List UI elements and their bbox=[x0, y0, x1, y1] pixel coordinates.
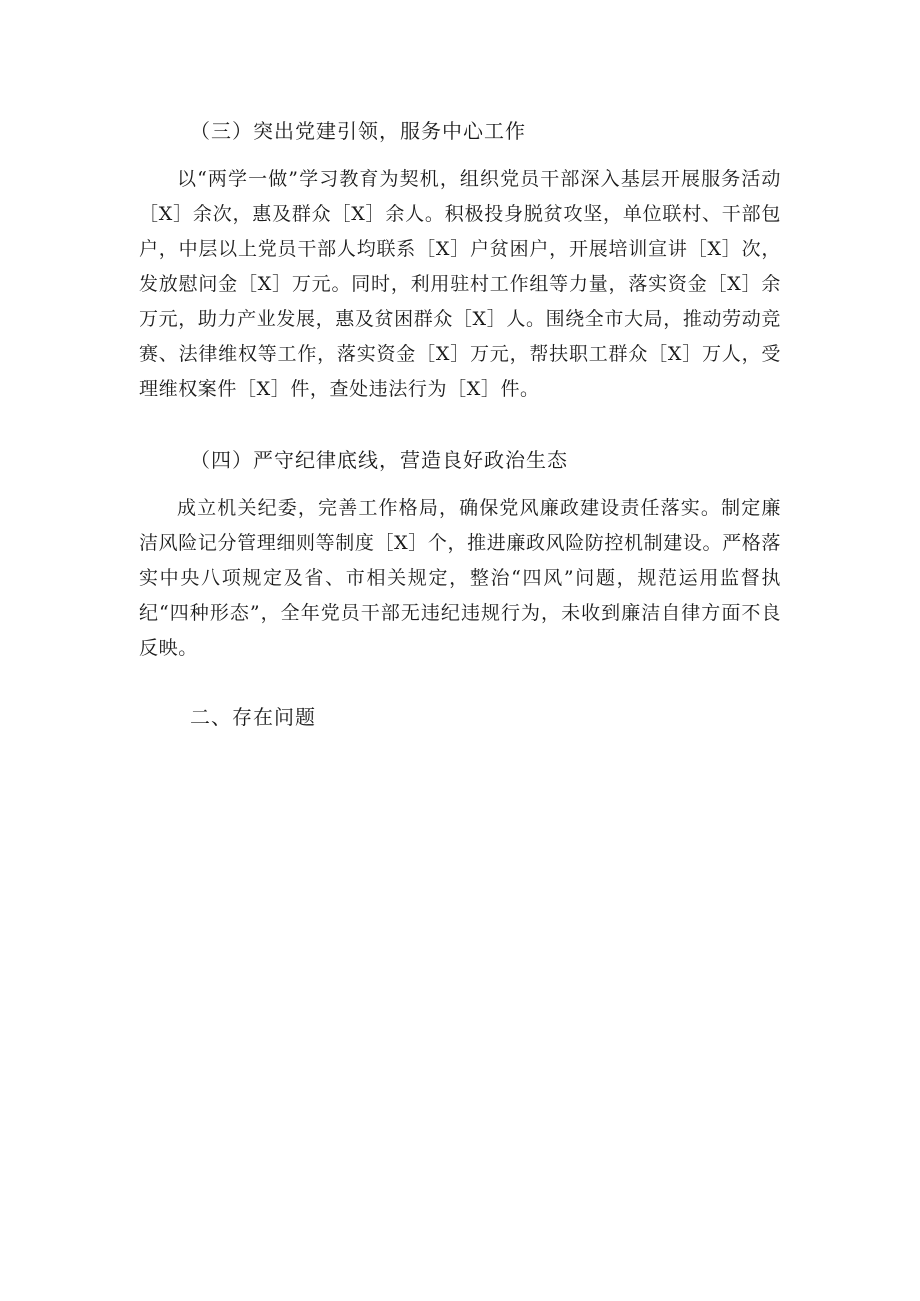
section-paragraph-3: 以“两学一做”学习教育为契机，组织党员干部深入基层开展服务活动［X］余次，惠及群众［X］余人。积极投身脱贫攻坚，单位联村、干部包户，中层以上党员干部人均联系［X］户贫困户，开展培训宣讲［X］次，发放慰问金［X］万元。同时，利用驻村工作组等力量，落实资金［X］余万元，助力产业发展，惠及贫困群众［X］人。围绕全市大局，推动劳动竞赛、法律维权等工作，落实资金［X］万元，帮扶职工群众［X］万人，受理维权案件［X］件，查处违法行为［X］件。 bbox=[139, 168, 781, 400]
section-heading-4: （四）严守纪律底线，营造良好政治生态 bbox=[190, 448, 568, 472]
section-title-problems: 二、存在问题 bbox=[190, 705, 316, 729]
section-heading-3: （三）突出党建引领，服务中心工作 bbox=[190, 119, 526, 143]
section-paragraph-4: 成立机关纪委，完善工作格局，确保党风廉政建设责任落实。制定廉洁风险记分管理细则等制度［X］个，推进廉政风险防控机制建设。严格落实中央八项规定及省、市相关规定，整治“四风”问题，规范运用监督执纪“四种形态”，全年党员干部无违纪违规行为，未收到廉洁自律方面不良反映。 bbox=[139, 497, 781, 659]
